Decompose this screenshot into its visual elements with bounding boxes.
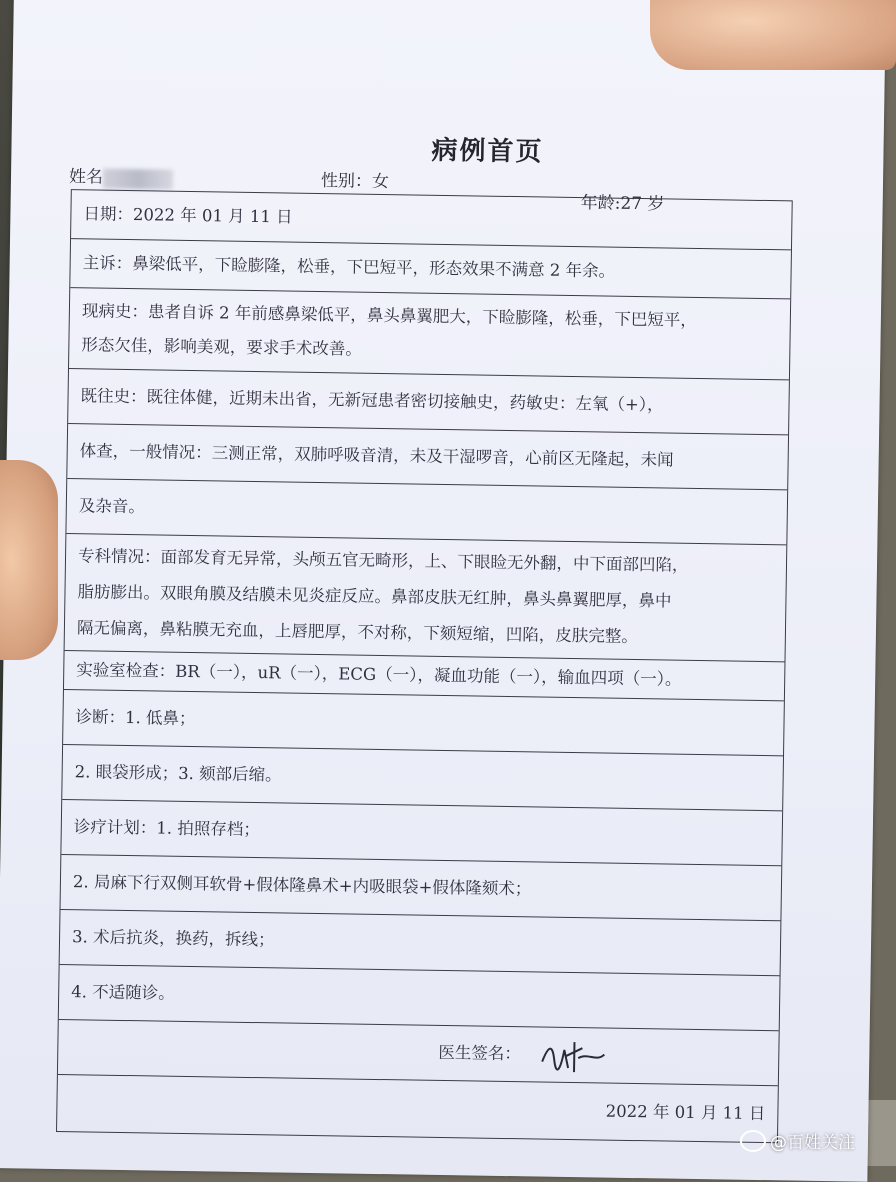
signature-label: 医生签名： [438,1042,521,1064]
form-row: 既往史：既往体健，近期未出省，无新冠患者密切接触史，药敏史：左氧（+）， [68,369,789,435]
name-field [69,162,173,189]
form-row: 日期：2022 年 01 月 11 日 [71,190,792,250]
form-row: 2. 局麻下行双侧耳软骨+假体隆鼻术+内吸眼袋+假体隆颏术； [61,855,782,921]
weibo-icon [740,1130,766,1152]
date-row [57,1075,778,1142]
watermark [740,1128,855,1153]
form-row: 专科情况：面部发育无异常，头颅五官无畸形，上、下眼睑无外翻，中下面部凹陷， 脂肪膨出。双眼角膜及结膜未见炎症反应。鼻部皮肤无红肿，鼻头鼻翼肥厚，鼻中 隔无偏离，鼻粘膜无充血，上唇肥厚，不对称，下颏短缩，凹陷，皮肤完整。 [65,534,787,662]
name-label: 姓名 [68,167,104,188]
footer-date: 2022 年 01 月 11 日 [605,1101,766,1124]
hand-left [0,460,58,660]
form-row: 诊疗计划：1. 拍照存档； [61,800,782,866]
form-row: 3. 术后抗炎，换药，拆线； [60,910,781,976]
page-title: 病例首页 [431,135,544,168]
hand-top-right [650,0,896,70]
form-row: 诊断：1. 低鼻； [63,690,784,756]
watermark-text: @百姓关注 [770,1133,855,1153]
form-row: 实验室检查：BR（一），uR（一），ECG（一），凝血功能（一），输血四项（一）。 [64,651,785,701]
form-row: 4. 不适随诊。 [59,965,780,1031]
record-form [56,189,793,1143]
form-row: 2. 眼袋形成；3. 颏部后缩。 [62,745,783,811]
age-field: 年龄:27 岁 [580,193,665,215]
sex-field: 性别：女 [320,170,390,193]
signature-scribble [538,1032,609,1079]
form-row: 及杂音。 [66,479,787,545]
form-row: 现病史：患者自诉 2 年前感鼻梁低平，鼻头鼻翼肥大，下睑膨隆，松垂，下巴短平， 形态欠佳，影响美观，要求手术改善。 [69,288,790,380]
form-row: 体查，一般情况：三测正常，双肺呼吸音清，未及干湿啰音，心前区无隆起，未闻 [67,424,788,490]
name-redaction [103,168,173,189]
form-row: 主诉：鼻梁低平，下睑膨隆，松垂，下巴短平，形态效果不满意 2 年余。 [70,239,791,299]
signature-row [58,1020,779,1086]
